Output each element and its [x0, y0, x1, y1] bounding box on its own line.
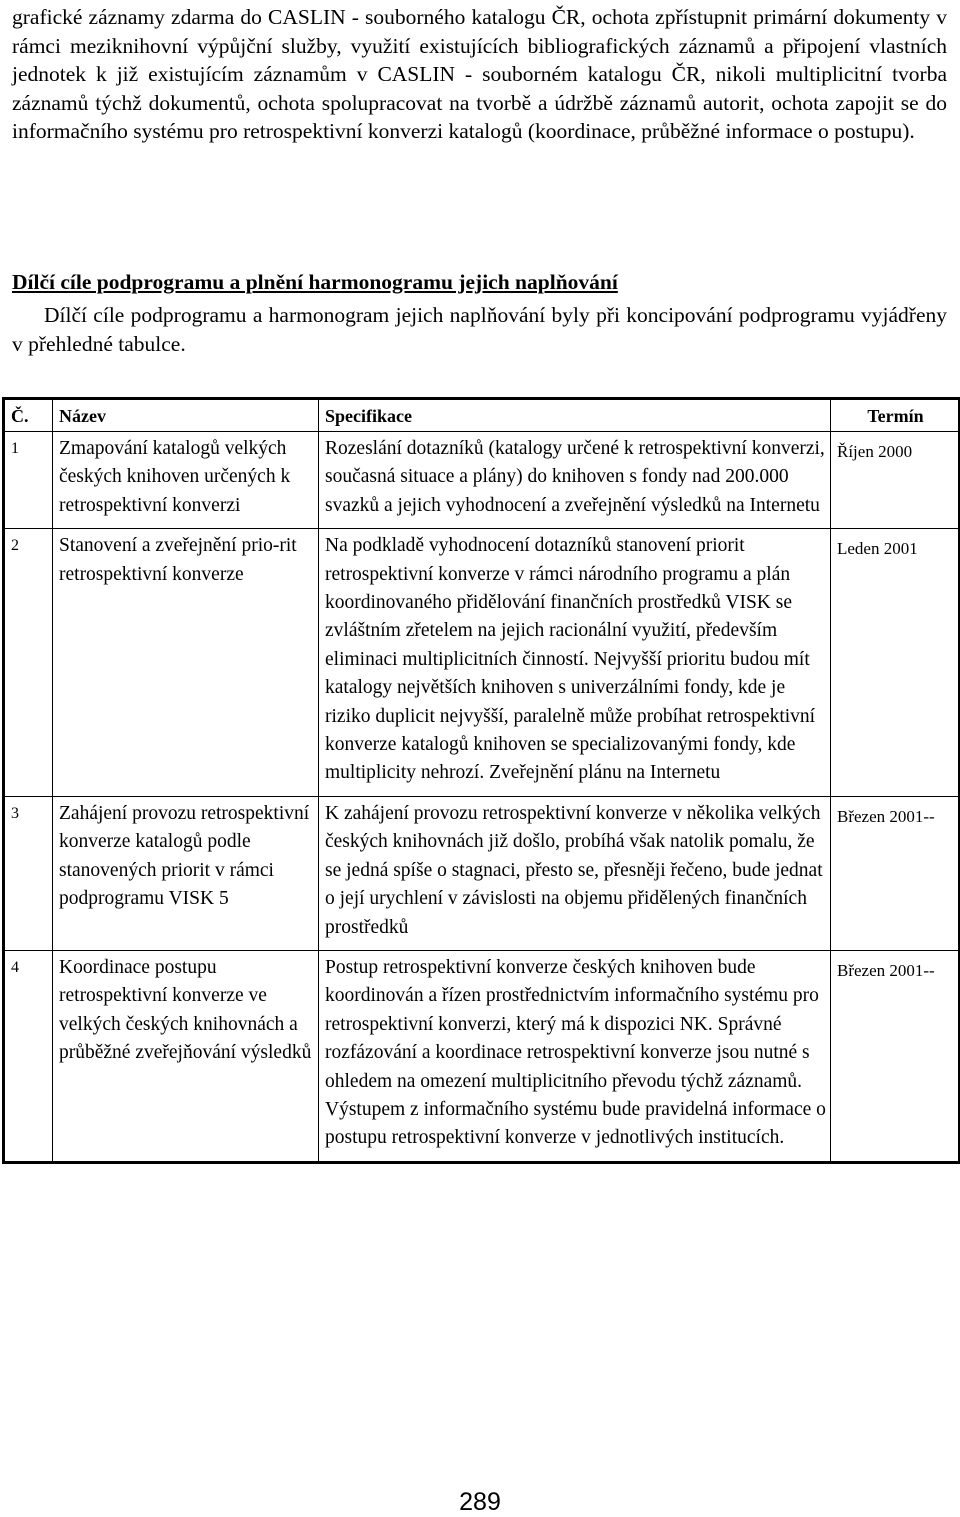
page-number: 289 [459, 1488, 501, 1516]
row-term: Leden 2001 [831, 529, 960, 797]
row-specification: Postup retrospektivní konverze českých knihoven bude koordinován a řízen prostřednictvím informačního systému pro retrospektivní konverzi, který má k dispozici NK. Správné rozfázování a koordinace retrospektivní konverze jsou nutné s ohledem na omezení multiplicitního převodu týchž záznamů. Výstupem z informačního systému bude pravidelná informace o postupu retrospektivní konverze v jednotlivých institucích. [319, 950, 831, 1162]
row-term: Březen 2001-- [831, 796, 960, 950]
section-paragraph: Dílčí cíle podprogramu a harmonogram jejich naplňování byly při koncipování podprogramu vyjádřeny v přehledné tabulce. [12, 303, 947, 356]
row-name: Stanovení a zveřejnění prio-rit retrospektivní konverze [53, 529, 319, 797]
table-row [4, 950, 960, 1162]
row-specification: Rozeslání dotazníků (katalogy určené k retrospektivní konverzi, současná situace a plány) do knihoven s fondy nad 200.000 svazků a jejich vyhodnocení a zveřejnění výsledků na Internetu [319, 432, 831, 529]
row-term: Březen 2001-- [831, 950, 960, 1162]
header-number: Č. [4, 399, 53, 432]
row-term: Říjen 2000 [831, 432, 960, 529]
table-row [4, 529, 960, 797]
row-name: Zmapování katalogů velkých českých knihoven určených k retrospektivní konverzi [53, 432, 319, 529]
header-specification: Specifikace [319, 399, 831, 432]
table-row [4, 432, 960, 529]
row-specification: K zahájení provozu retrospektivní konverze v několika velkých českých knihovnách již došlo, probíhá však natolik pomalu, že se jedná spíše o stagnaci, přesto se, přesněji řečeno, bude jednat o její urychlení v závislosti na objemu přidělených finančních prostředků [319, 796, 831, 950]
row-specification: Na podkladě vyhodnocení dotazníků stanovení priorit retrospektivní konverze v rámci národního programu a plán koordinovaného přidělování finančních prostředků VISK se zvláštním zřetelem na jejich racionální využití, především eliminaci multiplicitních činností. Nejvyšší prioritu budou mít katalogy největších knihoven s univerzálními fondy, kde je riziko duplicit nejvyšší, paralelně může probíhat retrospektivní konverze katalogů knihoven se specializovanými fondy, kde multiplicity nehrozí. Zveřejnění plánu na Internetu [319, 529, 831, 797]
table-row [4, 796, 960, 950]
row-number: 3 [4, 796, 53, 950]
header-name: Název [53, 399, 319, 432]
table-header-row [4, 399, 960, 432]
row-name: Koordinace postupu retrospektivní konverze ve velkých českých knihovnách a průběžné zveřejňování výsledků [53, 950, 319, 1162]
intro-paragraph: grafické záznamy zdarma do CASLIN - souborného katalogu ČR, ochota zpřístupnit primární dokumenty v rámci meziknihovní výpůjční služby, využití existujících bibliografických záznamů a připojení vlastních jednotek k již existujícím záznamům v CASLIN - souborném katalogu ČR, nikoli multiplicitní tvorba záznamů týchž dokumentů, ochota spolupracovat na tvorbě a údržbě záznamů autorit, ochota zapojit se do informačního systému pro retrospektivní konverzi katalogů (koordinace, průběžné informace o postupu). [12, 5, 947, 144]
row-name: Zahájení provozu retrospektivní konverze katalogů podle stanovených priorit v rámci podprogramu VISK 5 [53, 796, 319, 950]
header-term: Termín [831, 399, 960, 432]
goals-table [2, 397, 960, 1164]
row-number: 4 [4, 950, 53, 1162]
row-number: 2 [4, 529, 53, 797]
section-heading: Dílčí cíle podprogramu a plnění harmonogramu jejich naplňování [12, 270, 618, 294]
row-number: 1 [4, 432, 53, 529]
